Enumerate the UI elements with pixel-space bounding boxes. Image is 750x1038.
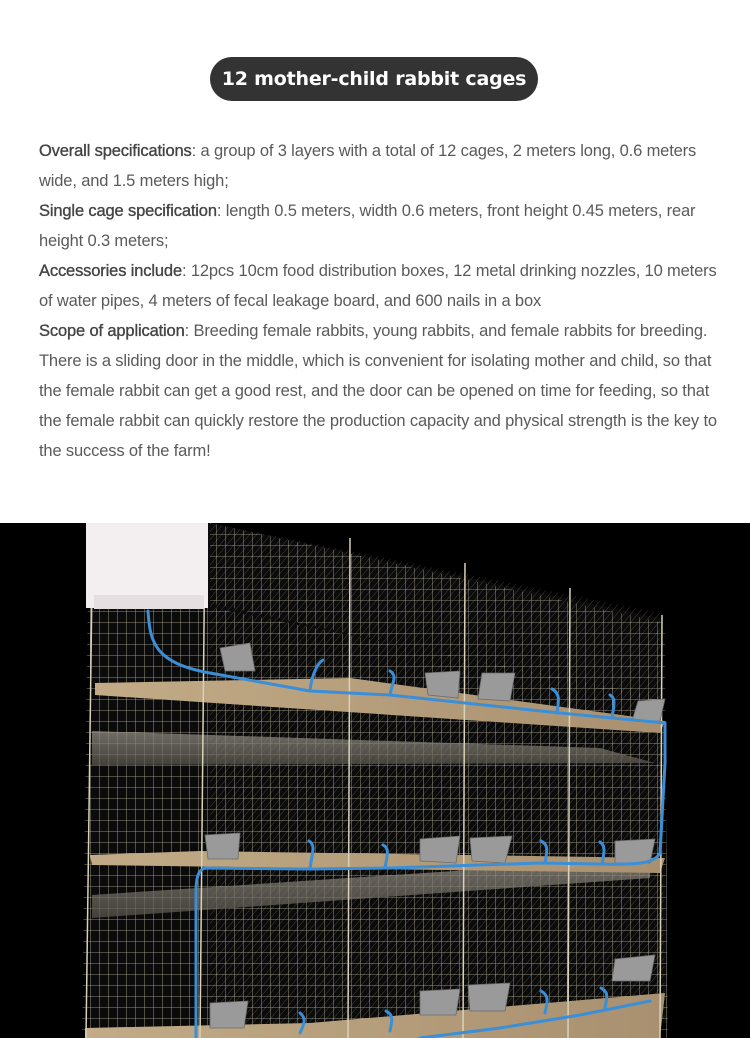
- page-title: [210, 57, 538, 101]
- spec-label: Scope of application: [39, 322, 185, 340]
- spec-single-cage: Single cage specification: length 0.5 meters, width 0.6 meters, front height 0.45 meters, rear height 0.3 meters;: [39, 202, 696, 250]
- spec-label: Overall specifications: [39, 142, 192, 160]
- specifications-block: [39, 136, 729, 466]
- spec-accessories: Accessories include: 12pcs 10cm food distribution boxes, 12 metal drinking nozzles, 10 meters of water pipes, 4 meters of fecal leakage board, and 600 nails in a box: [39, 262, 717, 310]
- spec-text: length 0.5 meters, width 0.6 meters, front height 0.45 meters, rear height 0.3 meters;: [39, 202, 696, 250]
- spec-text: 12pcs 10cm food distribution boxes, 12 metal drinking nozzles, 10 meters of water pipes, 4 meters of fecal leakage board, and 600 nails in a box: [39, 262, 717, 310]
- product-photo: [0, 523, 750, 1038]
- spec-scope: Scope of application: Breeding female rabbits, young rabbits, and female rabbits for breeding. There is a sliding door in the middle, which is convenient for isolating mother and child, so that the female rabbit can get a good rest, and the door can be opened on time for feeding, so that the female rabbit can quickly restore the production capacity and physical strength is the key to the success of the farm!: [39, 322, 717, 460]
- spec-text: Breeding female rabbits, young rabbits, and female rabbits for breeding. There is a sliding door in the middle, which is convenient for isolating mother and child, so that the female rabbit can get a good rest, and the door can be opened on time for feeding, so that the female rabbit can quickly restore the production capacity and physical strength is the key to the success of the farm!: [39, 322, 717, 460]
- spec-text: a group of 3 layers with a total of 12 cages, 2 meters long, 0.6 meters wide, and 1.5 meters high;: [39, 142, 697, 190]
- spec-label: Single cage specification: [39, 202, 217, 220]
- page-title-text: 12 mother-child rabbit cages: [221, 68, 527, 90]
- spec-overall: Overall specifications: a group of 3 layers with a total of 12 cages, 2 meters long, 0.6 meters wide, and 1.5 meters high;: [39, 142, 697, 190]
- spec-label: Accessories include: [39, 262, 182, 280]
